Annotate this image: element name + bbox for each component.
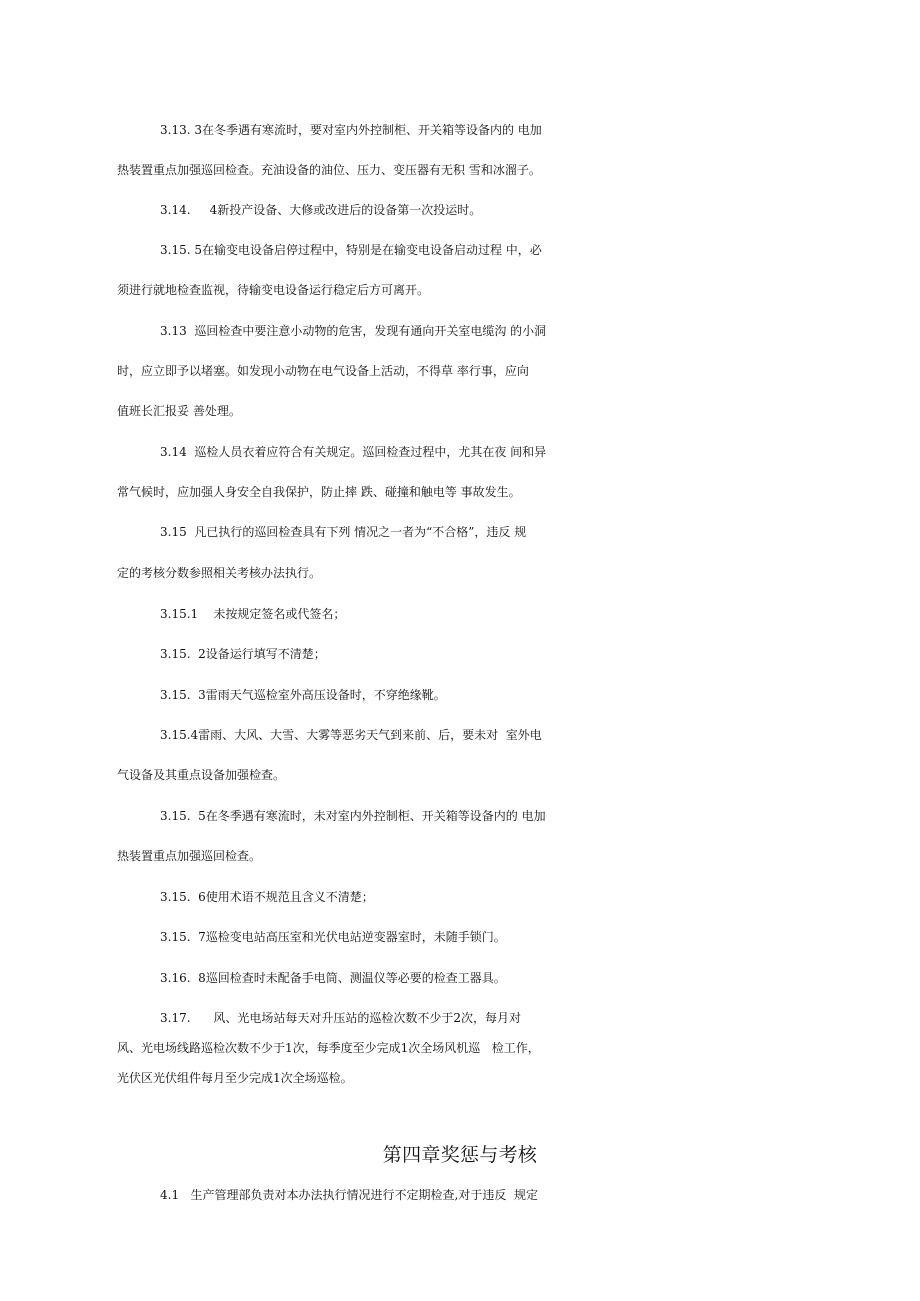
paragraph-line: 3.13. 3在冬季遇有寒流时，要对室内外控制柜、开关箱等设备内的 电加 [160, 123, 542, 137]
paragraph-line: 4.1 生产管理部负责对本办法执行情况进行不定期检查,对于违反 规定 [160, 1188, 538, 1202]
paragraph-line: 3.14 巡检人员衣着应符合有关规定。巡回检查过程中，尤其在夜 间和异 [160, 445, 547, 459]
chapter-heading: 第四章奖惩与考核 [382, 1144, 538, 1166]
paragraph-line: 须进行就地检查监视，待输变电设备运行稳定后方可离开。 [117, 283, 430, 297]
paragraph-line: 定的考核分数参照相关考核办法执行。 [117, 566, 322, 580]
paragraph-line: 3.15. 6使用术语不规范且含义不清楚； [160, 890, 374, 904]
paragraph-line: 热装置重点加强巡回检查。 [117, 849, 262, 863]
paragraph-line: 3.15. 2设备运行填写不清楚； [160, 647, 326, 661]
paragraph-line: 3.15. 5在冬季遇有寒流时，未对室内外控制柜、开关箱等设备内的 电加 [160, 809, 546, 823]
paragraph-line: 3.15.1 未按规定签名或代签名； [160, 607, 346, 621]
paragraph-line: 3.14. 4新投产设备、大修或改进后的设备第一次投运时。 [160, 203, 482, 217]
paragraph-line: 3.17. 风、光电场站每天对升压站的巡检次数不少于2次，每月对 [160, 1011, 522, 1025]
paragraph-line: 热装置重点加强巡回检查。充油设备的油位、压力、变压器有无积 雪和冰溜子。 [117, 163, 541, 177]
paragraph-line: 值班长汇报妥 善处理。 [117, 404, 241, 418]
paragraph-line: 3.15. 3雷雨天气巡检室外高压设备时，不穿绝缘靴。 [160, 688, 446, 702]
paragraph-line: 3.16. 8巡回检查时未配备手电筒、测温仪等必要的检查工器具。 [160, 971, 506, 985]
paragraph-line: 3.15. 7巡检变电站高压室和光伏电站逆变器室时，未随手锁门。 [160, 930, 506, 944]
paragraph-line: 常气候时，应加强人身安全自我保护，防止摔 跌、碰撞和触电等 事故发生。 [117, 485, 521, 499]
paragraph-line: 风、光电场线路巡检次数不少于1次，每季度至少完成1次全场风机巡 检工作， [117, 1041, 540, 1055]
paragraph-line: 气设备及其重点设备加强检查。 [117, 768, 286, 782]
paragraph-line: 时，应立即予以堵塞。如发现小动物在电气设备上活动，不得草 率行事，应向 [117, 364, 529, 378]
paragraph-line: 光伏区光伏组件每月至少完成1次全场巡检。 [117, 1071, 353, 1085]
paragraph-line: 3.15. 5在输变电设备启停过程中，特别是在输变电设备启动过程 中，必 [160, 243, 542, 257]
paragraph-line: 3.15.4雷雨、大风、大雪、大雾等恶劣天气到来前、后，要未对 室外电 [160, 728, 542, 742]
paragraph-line: 3.15 凡已执行的巡回检查具有下列 情况之一者为“不合格”，违反 规 [160, 525, 527, 539]
paragraph-line: 3.13 巡回检查中要注意小动物的危害，发现有通向开关室电缆沟 的小洞 [160, 324, 547, 338]
